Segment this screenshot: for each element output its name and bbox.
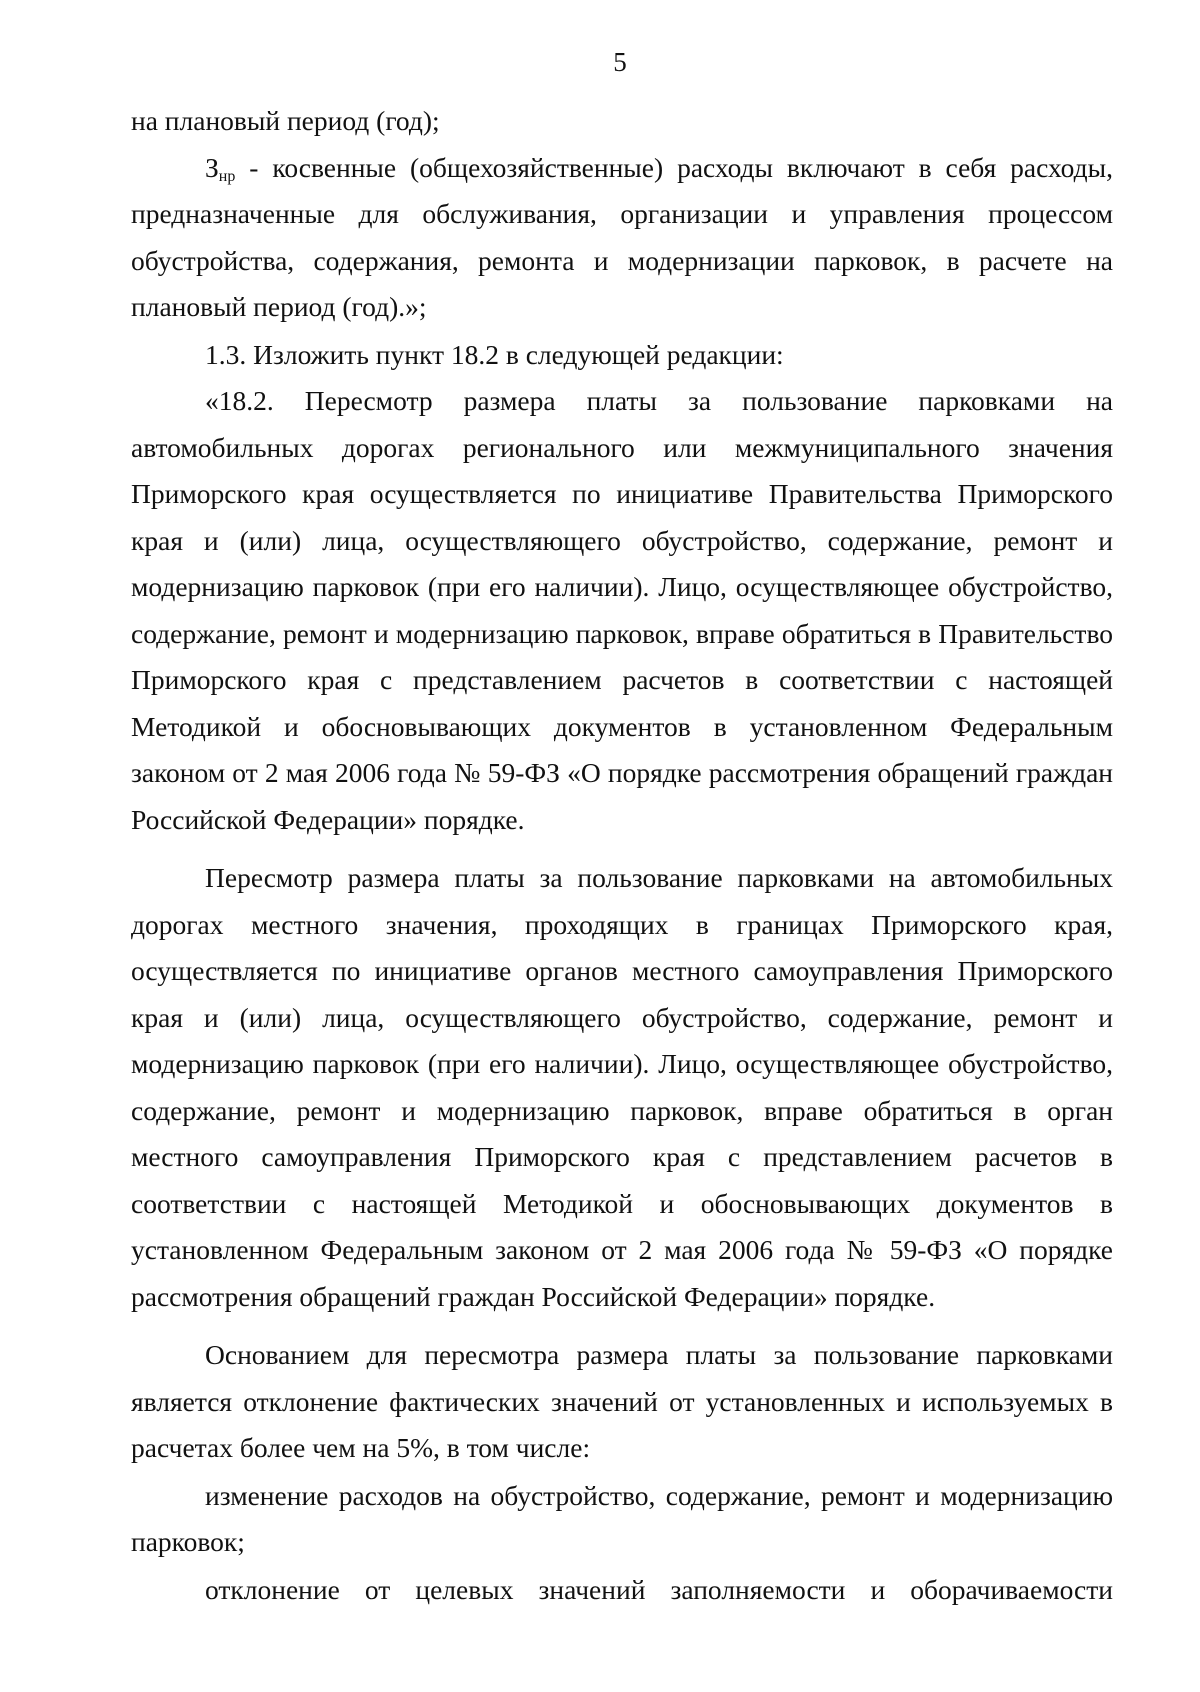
paragraph-list-item-costs: изменение расходов на обустройство, содержание, ремонт и модернизацию парковок; xyxy=(131,1479,1113,1557)
paragraph-indirect-costs-text: - косвенные (общехозяйственные) расходы включают в себя расходы, предназначенные для обслуживания, организации и управления процессом обустройства, содержания, ремонта и модернизации парковок, в расчете на плановый период (год).»; xyxy=(131,151,1113,322)
paragraph-continuation: на плановый период (год); xyxy=(131,105,440,136)
paragraph-18-2: «18.2. Пересмотр размера платы за пользование парковками на автомобильных дорогах регионального или межмуниципального значения Приморского края осуществляется по инициативе Правительства Приморского края и (или) лица, осуществляющего обустройство, содержание, ремонт и модернизацию парковок (при его наличии). Лицо, осуществляющее обустройство, содержание, ремонт и модернизацию парковок, вправе обратиться в Правительство Приморского края с представлением расчетов в соответствии с настоящей Методикой и обосновывающих документов в установленном Федеральным законом от 2 мая 2006 года № 59-ФЗ «О порядке рассмотрения обращений граждан Российской Федерации» порядке. xyxy=(131,385,1113,835)
document-body xyxy=(131,98,1113,1613)
formula-symbol: З xyxy=(205,151,219,183)
paragraph-indirect-costs xyxy=(131,145,1113,331)
page-number: 5 xyxy=(613,47,627,77)
paragraph-item-1-3: 1.3. Изложить пункт 18.2 в следующей редакции: xyxy=(205,338,784,370)
paragraph-basis: Основанием для пересмотра размера платы за пользование парковками является отклонение фактических значений от установленных и используемых в расчетах более чем на 5%, в том числе: xyxy=(131,1339,1113,1463)
formula-subscript: нр xyxy=(218,167,236,185)
paragraph-local-roads: Пересмотр размера платы за пользование парковками на автомобильных дорогах местного значения, проходящих в границах Приморского края, осуществляется по инициативе органов местного самоуправления Приморского края и (или) лица, осуществляющего обустройство, содержание, ремонт и модернизацию парковок (при его наличии). Лицо, осуществляющее обустройство, содержание, ремонт и модернизацию парковок, вправе обратиться в орган местного самоуправления Приморского края с представлением расчетов в соответствии с настоящей Методикой и обосновывающих документов в установленном Федеральным законом от 2 мая 2006 года № 59-ФЗ «О порядке рассмотрения обращений граждан Российской Федерации» порядке. xyxy=(131,862,1113,1312)
paragraph-list-item-deviation: отклонение от целевых значений заполняемости и оборачиваемости xyxy=(205,1573,1113,1605)
